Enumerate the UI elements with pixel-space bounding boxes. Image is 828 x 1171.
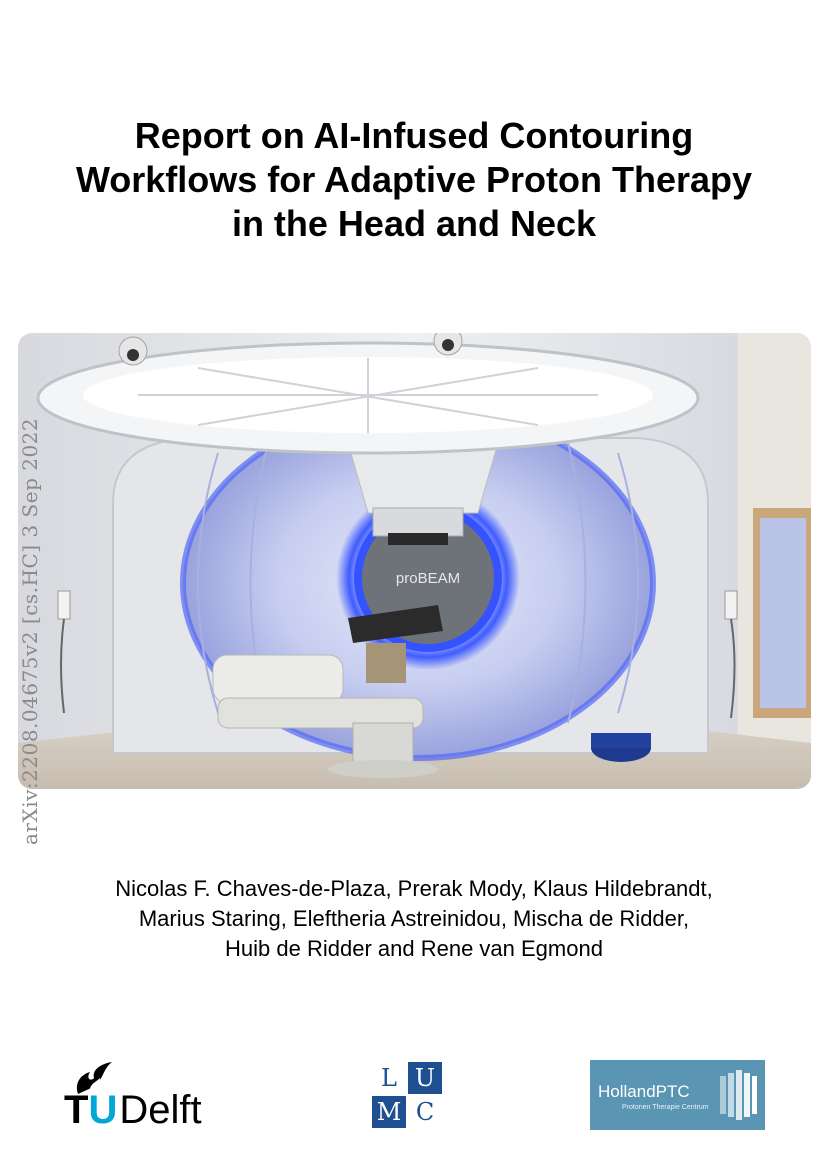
lumc-letter-c: C: [408, 1096, 442, 1128]
lumc-letter-l: L: [372, 1062, 406, 1094]
authors-line-3: Huib de Ridder and Rene van Egmond: [225, 936, 603, 961]
author-list: [0, 874, 828, 964]
tudelft-u: U: [88, 1088, 118, 1132]
probeam-brand-text: proBEAM: [395, 570, 461, 587]
tudelft-t: T: [64, 1088, 89, 1132]
lumc-letter-m: M: [372, 1096, 406, 1128]
hollandptc-emblem-icon: [718, 1070, 758, 1120]
hollandptc-subtitle: Protonen Therapie Centrum: [622, 1104, 709, 1111]
hollandptc-logo: [590, 1060, 765, 1130]
tudelft-delft: Delft: [119, 1088, 202, 1132]
title-line-1: Report on AI-Infused Contouring: [134, 115, 694, 156]
arxiv-stamp: arXiv:2208.04675v2 [cs.HC] 3 Sep 2022: [18, 417, 42, 845]
lumc-logo: [372, 1062, 444, 1130]
proton-therapy-room-photo: [18, 333, 811, 789]
authors-line-1: Nicolas F. Chaves-de-Plaza, Prerak Mody, Klaus Hildebrandt,: [115, 876, 713, 901]
hollandptc-name: HollandPTC: [598, 1082, 690, 1101]
title-line-3: in the Head and Neck: [231, 203, 597, 244]
authors-line-2: Marius Staring, Eleftheria Astreinidou, Mischa de Ridder,: [138, 906, 690, 931]
paper-title: [0, 114, 828, 246]
title-line-2: Workflows for Adaptive Proton Therapy: [75, 159, 753, 200]
tudelft-logo: [64, 1060, 244, 1134]
lumc-letter-u: U: [408, 1062, 442, 1094]
